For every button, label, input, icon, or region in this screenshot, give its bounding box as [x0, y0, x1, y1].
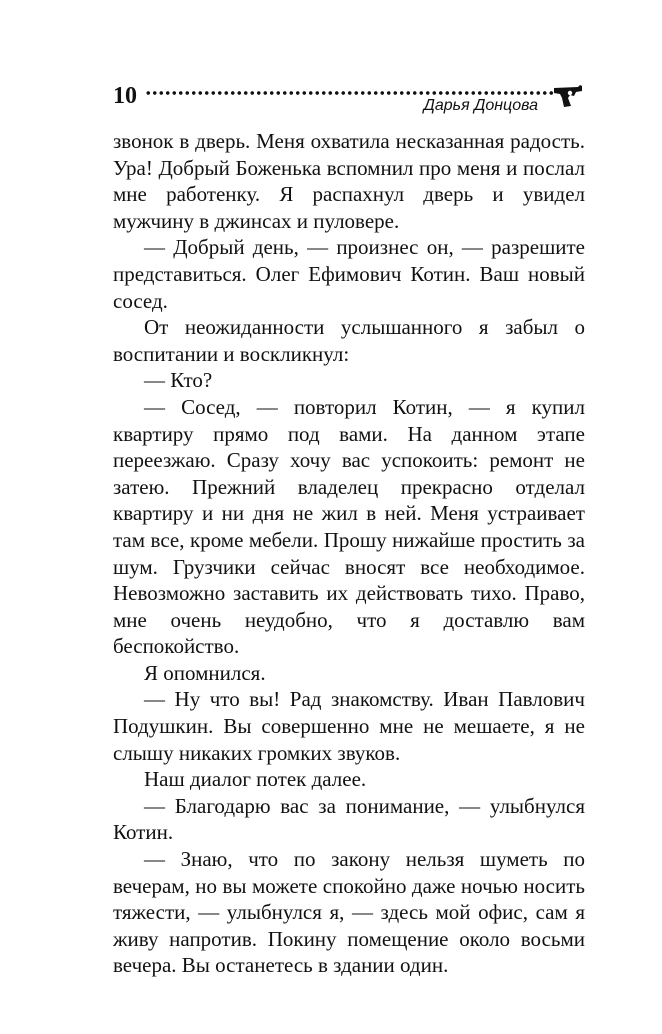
paragraph: Я опомнился. [144, 660, 266, 685]
paragraph: — Ну что вы! Рад знакомству. Иван Павлович Подушкин. Вы совершенно мне не мешаете, я не слышу никаких громких звуков. [113, 687, 585, 765]
paragraph: От неожиданности услышанного я забыл о воспитании и воскликнул: [113, 315, 585, 366]
text-body [113, 128, 585, 979]
paragraph: — Добрый день, — произнес он, — разрешите представиться. Олег Ефимович Котин. Ваш новый сосед. [113, 235, 585, 313]
paragraph: Наш диалог потек далее. [144, 767, 367, 792]
paragraph: — Благодарю вас за понимание, — улыбнулся Котин. [113, 793, 585, 845]
author-name: Дарья Донцова [423, 97, 538, 114]
paragraph: — Сосед, — повторил Котин, — я купил квартиру прямо под вами. На данном этапе переезжаю. Сразу хочу вас успокоить: ремонт не затею. Прежний владелец прекрасно отделал квартиру и ни дня не жил в ней. Меня устраивает там все, кроме мебели. Прошу нижайше простить за шум. Грузчики сейчас вносят все необходимое. Невозможно заставить их действовать тихо. Право, мне очень неудобно, что я доставлю вам беспокойство. [113, 394, 585, 659]
paragraph: — Знаю, что по закону нельзя шуметь по вечерам, но вы можете спокойно даже ночью носить тяжести, — улыбнулся я, — здесь мой офис, сам я живу напротив. Покину помещение около восьми вечера. Вы останетесь в здании один. [113, 847, 585, 978]
revolver-icon [552, 84, 584, 108]
header-dots-divider [145, 90, 555, 96]
paragraph: — Кто? [144, 368, 213, 393]
paragraph: звонок в дверь. Меня охватила несказанная радость. Ура! Добрый Боженька вспомнил про меня и послал мне работенку. Я распахнул дверь и увидел мужчину в джинсах и пуловере. [113, 129, 585, 233]
page-number: 10 [113, 83, 137, 109]
